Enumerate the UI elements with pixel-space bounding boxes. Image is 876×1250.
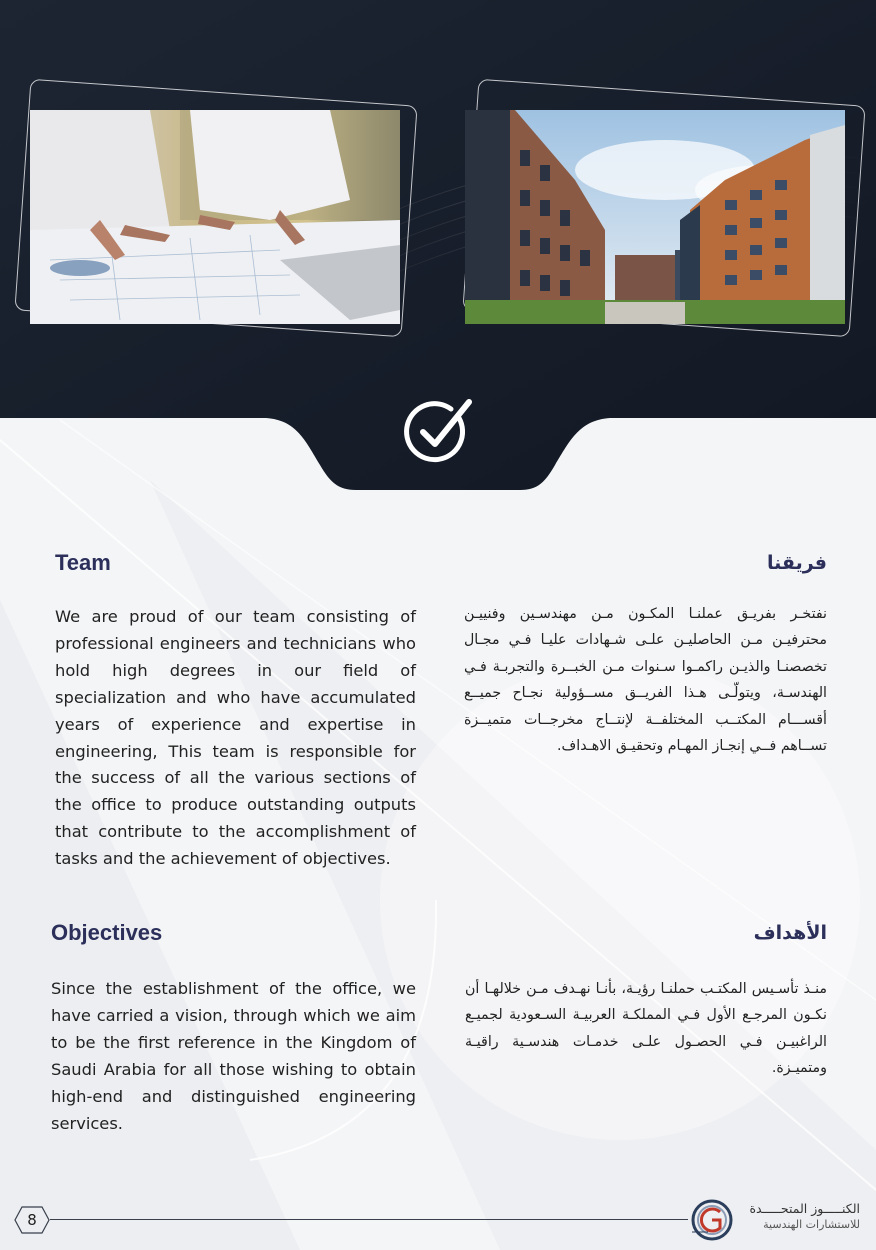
company-subtitle-ar: للاستشارات الهندسية <box>763 1218 860 1231</box>
engineers-photo <box>30 110 400 324</box>
check-circle-icon <box>403 398 473 468</box>
objectives-heading-ar: الأهداف <box>753 922 827 944</box>
team-heading-en: Team <box>55 550 111 575</box>
page-number-text: 8 <box>27 1211 37 1229</box>
footer-divider <box>50 1219 688 1220</box>
buildings-photo <box>465 110 845 324</box>
page-number <box>14 1206 50 1234</box>
company-name-ar: الكنـــــوز المتحـــــدة <box>749 1201 860 1216</box>
team-heading-ar: فريقنا <box>767 552 827 574</box>
objectives-heading-en: Objectives <box>51 920 163 945</box>
team-paragraph-ar: نفتخـر بفريـق عملنـا المكـون مـن مهندسـين وفنييـن محترفيـن مـن الحاصليـن علـى شـهادات عليـا فـي مجـال تخصصنـا والذيـن راكمـوا سـنوات مـن الخبــرة والتجربـة فـي الهندسـة، ويتولّـى هـذا الفريــق مســؤولية نجـاح جميــع أقســـام المكتــب المختلفــة لإنتــاج مخرجــات متميــزة تســاهم فــي إنجـاز المهـام وتحقيـق الاهـداف. <box>464 606 827 755</box>
company-logo-icon <box>690 1198 734 1242</box>
objectives-paragraph-ar: منـذ تأسـيس المكتـب حملنـا رؤيـة، بأنـا نهـدف مـن خلالهـا أن نكـون المرجـع الأول فـي المملكـة العربيـة السـعودية لجميـع الراغبيـن فـي الحصـول علـى خدمـات هندسـية راقيـة ومتميـزة. <box>465 981 827 1077</box>
team-paragraph-en: We are proud of our team consisting of professional engineers and technicians who hold high degrees in our field of specialization and who have accumulated years of experience and expertise in engineering, This team is responsible for the success of all the various sections of the office to produce outstanding outputs that contribute to the accomplishment of tasks and the achievement of objectives. <box>55 607 416 869</box>
objectives-paragraph-en: Since the establishment of the office, we have carried a vision, through which we aim to be the first reference in the Kingdom of Saudi Arabia for all those wishing to obtain high-end and distinguished engineering services. <box>51 979 416 1133</box>
